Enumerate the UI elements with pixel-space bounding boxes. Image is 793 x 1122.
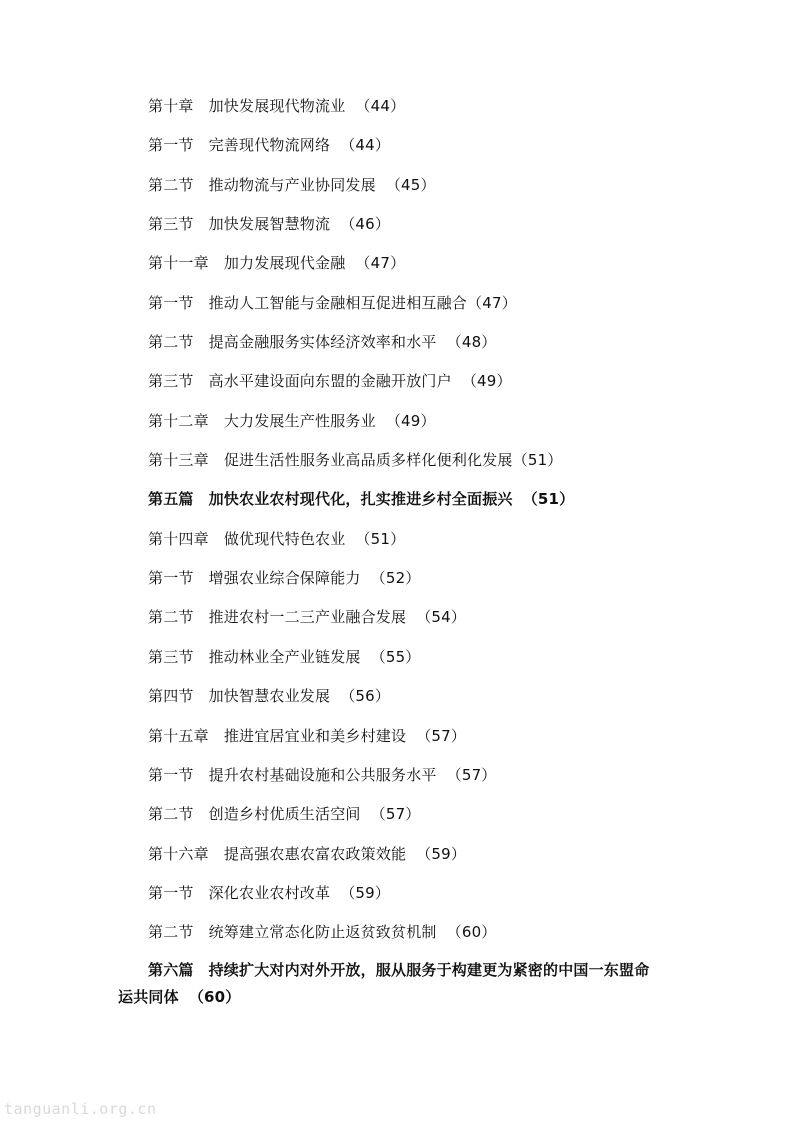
toc-entry bbox=[148, 564, 708, 603]
toc-entry-label: 第十一章 bbox=[148, 254, 209, 273]
toc-entry bbox=[148, 407, 708, 446]
toc-entry-title: 做优现代特色农业 bbox=[223, 529, 346, 548]
toc-entry-label: 第六篇 bbox=[148, 961, 194, 979]
toc-entry-title: 加快智慧农业发展 bbox=[208, 687, 331, 706]
toc-entry-label: 第三节 bbox=[148, 215, 194, 234]
toc-entry bbox=[148, 800, 708, 839]
watermark-text: tanguanli.org.cn bbox=[4, 1100, 157, 1118]
toc-entry-label: 第十章 bbox=[148, 97, 194, 115]
toc-entry-title: 完善现代物流网络 bbox=[208, 136, 331, 155]
toc-entry-title: 推进宜居宜业和美乡村建设 bbox=[223, 726, 407, 745]
toc-entry-page: （44） bbox=[355, 97, 406, 115]
toc-entry-label: 第四节 bbox=[148, 687, 194, 706]
toc-entry bbox=[148, 367, 708, 406]
toc-entry-page: （51） bbox=[512, 451, 563, 470]
toc-entry-label: 第十三章 bbox=[148, 451, 209, 470]
toc-entry-line-1 bbox=[118, 957, 698, 984]
toc-entry-page: （59） bbox=[340, 883, 391, 902]
toc-entry-label: 第一节 bbox=[148, 569, 194, 588]
toc-entry-page: （47） bbox=[467, 293, 517, 312]
toc-entry-title-line-1: 持续扩大对内对外开放，服从服务于构建更为紧密的中国一东盟命 bbox=[208, 961, 650, 979]
toc-entry bbox=[148, 446, 708, 485]
toc-part-entry bbox=[148, 485, 708, 524]
toc-entry-page: （47） bbox=[355, 254, 406, 273]
toc-entry-label: 第一节 bbox=[148, 293, 194, 312]
toc-entry bbox=[148, 249, 708, 288]
toc-entry-page: （49） bbox=[461, 372, 512, 391]
toc-entry bbox=[148, 328, 708, 367]
toc-entry-page: （44） bbox=[340, 136, 391, 155]
toc-entry-page: （46） bbox=[340, 215, 391, 234]
toc-entry-title: 加快发展现代物流业 bbox=[208, 97, 346, 115]
toc-entry-page: （56） bbox=[340, 687, 391, 706]
toc-entry-title: 推动人工智能与金融相互促进相互融合 bbox=[208, 293, 468, 312]
toc-entry bbox=[148, 289, 708, 328]
toc-entry-label: 第二节 bbox=[148, 608, 194, 627]
toc-entry-title: 推动物流与产业协同发展 bbox=[208, 175, 376, 194]
toc-entry-label: 第三节 bbox=[148, 647, 194, 666]
toc-entry-page: （54） bbox=[416, 608, 467, 627]
toc-entry-label: 第二节 bbox=[148, 333, 194, 352]
toc-entry-page: （57） bbox=[370, 805, 421, 824]
toc-entry-line-2 bbox=[118, 984, 698, 1011]
toc-part-entry-wrapped bbox=[118, 957, 698, 1011]
toc-entry bbox=[148, 682, 708, 721]
toc-entry bbox=[148, 643, 708, 682]
toc-entry-page: （52） bbox=[370, 569, 421, 588]
toc-entry-title: 促进生活性服务业高品质多样化便利化发展 bbox=[223, 451, 513, 470]
toc-entry-title: 加快农业农村现代化，扎实推进乡村全面振兴 bbox=[208, 490, 513, 509]
toc-entry-title: 推动林业全产业链发展 bbox=[208, 647, 361, 666]
toc-entry-page: （51） bbox=[522, 490, 575, 509]
toc-entry-title: 加快发展智慧物流 bbox=[208, 215, 331, 234]
toc-entry-title: 提升农村基础设施和公共服务水平 bbox=[208, 765, 437, 784]
toc-entry-title-line-2: 运共同体 bbox=[118, 988, 179, 1006]
toc-entry-title: 大力发展生产性服务业 bbox=[223, 411, 376, 430]
toc-entry bbox=[148, 840, 708, 879]
toc-entry-label: 第二节 bbox=[148, 175, 194, 194]
toc-entry bbox=[148, 761, 708, 800]
toc-entry bbox=[148, 603, 708, 642]
toc-entry-label: 第一节 bbox=[148, 136, 194, 155]
toc-entry-page: （60） bbox=[446, 923, 497, 942]
toc-entry-page: （57） bbox=[416, 726, 467, 745]
toc-entry-page: （49） bbox=[385, 411, 436, 430]
toc-entry-title: 创造乡村优质生活空间 bbox=[208, 805, 361, 824]
toc-entry-title: 高水平建设面向东盟的金融开放门户 bbox=[208, 372, 452, 391]
toc-entry bbox=[148, 210, 708, 249]
toc-entry-label: 第二节 bbox=[148, 923, 194, 942]
toc-entry bbox=[148, 879, 708, 918]
toc-entry-label: 第三节 bbox=[148, 372, 194, 391]
toc-entry-page: （51） bbox=[355, 529, 406, 548]
toc-entry-title: 提高金融服务实体经济效率和水平 bbox=[208, 333, 437, 352]
toc-entry bbox=[148, 171, 708, 210]
toc-entry-title: 推进农村一二三产业融合发展 bbox=[208, 608, 407, 627]
toc-entry-page: （55） bbox=[370, 647, 421, 666]
toc-entry bbox=[148, 92, 708, 131]
toc-entry-title: 统筹建立常态化防止返贫致贫机制 bbox=[208, 923, 437, 942]
toc-entry-page: （57） bbox=[446, 765, 497, 784]
toc-entry-title: 深化农业农村改革 bbox=[208, 883, 331, 902]
toc-entry-page: （60） bbox=[188, 988, 241, 1006]
toc-entry-label: 第五篇 bbox=[148, 490, 194, 509]
toc-entry-label: 第一节 bbox=[148, 883, 194, 902]
toc-entry-label: 第十二章 bbox=[148, 411, 209, 430]
toc-entry-title: 增强农业综合保障能力 bbox=[208, 569, 361, 588]
toc-entry-label: 第十六章 bbox=[148, 844, 209, 863]
toc-entry-page: （48） bbox=[446, 333, 497, 352]
toc-entry bbox=[148, 722, 708, 761]
toc-entry-label: 第十五章 bbox=[148, 726, 209, 745]
toc-entry bbox=[148, 918, 708, 957]
toc-entry-title: 加力发展现代金融 bbox=[223, 254, 346, 273]
table-of-contents bbox=[148, 92, 708, 958]
toc-entry bbox=[148, 525, 708, 564]
toc-entry-label: 第十四章 bbox=[148, 529, 209, 548]
toc-entry-page: （59） bbox=[416, 844, 467, 863]
toc-entry bbox=[148, 131, 708, 170]
toc-entry-label: 第一节 bbox=[148, 765, 194, 784]
toc-entry-label: 第二节 bbox=[148, 805, 194, 824]
toc-entry-title: 提高强农惠农富农政策效能 bbox=[223, 844, 407, 863]
toc-entry-page: （45） bbox=[385, 175, 436, 194]
